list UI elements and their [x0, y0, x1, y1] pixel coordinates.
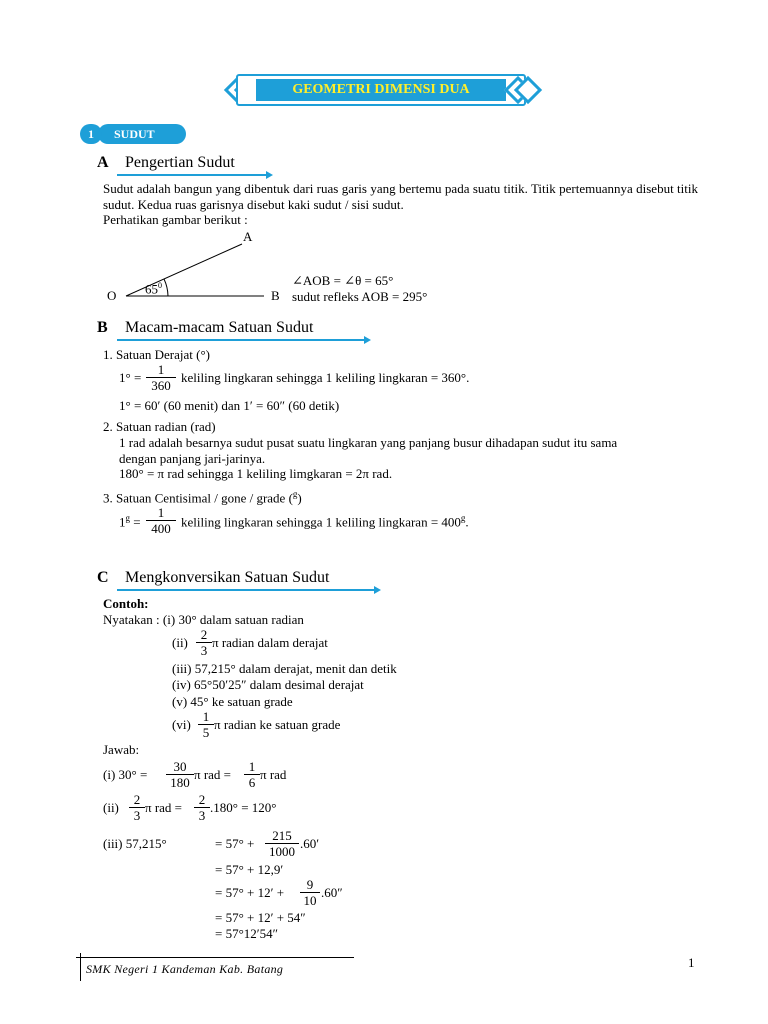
answer-iii-line1-a: = 57° +: [215, 836, 255, 851]
subsection-c-letter: C: [97, 569, 109, 586]
denominator: 5: [202, 725, 210, 740]
page-title: GEOMETRI DIMENSI DUA: [256, 79, 506, 101]
answer-i-label: (i) 30° =: [103, 767, 148, 782]
unit-degree-title: 1. Satuan Derajat (°): [103, 347, 210, 362]
paragraph-instruction: Perhatikan gambar berikut :: [103, 212, 248, 227]
answer-ii-label: (ii): [103, 800, 119, 815]
example-item-vi-label: (vi): [172, 717, 191, 732]
answer-iii-label: (iii) 57,215°: [103, 836, 167, 851]
angle-value: 65: [145, 281, 158, 297]
denominator: 400: [151, 521, 171, 536]
answer-iii-line1-b: .60′: [300, 836, 320, 851]
example-item-ii-text: π radian dalam derajat: [212, 635, 328, 650]
grade-eq-rhs-end: .: [465, 514, 469, 530]
fraction-2-3-a: [129, 792, 145, 823]
subsection-a-letter: A: [97, 154, 109, 171]
numerator: 215: [265, 828, 299, 844]
numerator: 1: [198, 709, 214, 725]
degree-eq-rhs: keliling lingkaran sehingga 1 keliling lingkaran = 360°.: [181, 370, 470, 385]
fraction-9-10: [300, 877, 320, 908]
fraction-2-3: [196, 627, 212, 658]
fraction-215-1000: [265, 828, 299, 859]
grade-eq-lhs: [119, 513, 141, 530]
footer-school: SMK Negeri 1 Kandeman Kab. Batang: [86, 962, 284, 976]
radian-equation: 180° = π rad sehingga 1 keliling limgkaran = 2π rad.: [119, 466, 393, 481]
grade-eq-rhs: [181, 513, 469, 530]
answer-iii-line2: = 57° + 12,9′: [215, 862, 284, 877]
grade-lhs-sup: g: [125, 513, 130, 523]
example-item-iv: (iv) 65°50′25″ dalam desimal derajat: [172, 677, 364, 692]
degree-eq-lhs: 1° =: [119, 370, 142, 385]
example-item-vi-text: π radian ke satuan grade: [214, 717, 341, 732]
ray-oa: [126, 244, 242, 296]
fraction-1-5: [198, 709, 214, 740]
numerator: 1: [146, 362, 176, 378]
denominator: 3: [133, 808, 141, 823]
subsection-a-title: Pengertian Sudut: [125, 154, 235, 171]
radian-definition-2: dengan panjang jari-jarinya.: [119, 451, 266, 466]
fraction-1-360: [146, 362, 176, 393]
numerator: 2: [194, 792, 210, 808]
answer-i-end: π rad: [260, 767, 287, 782]
footer-rule: [76, 957, 354, 958]
angle-equation: ∠AOB = ∠θ = 65°: [292, 273, 394, 288]
numerator: 1: [146, 505, 176, 521]
fraction-30-180: [166, 759, 194, 790]
footer-vertical-rule: [80, 953, 81, 981]
unit-grade-title: [103, 489, 302, 506]
fraction-1-400: [146, 505, 176, 536]
section-label: SUDUT: [98, 124, 186, 144]
subsection-b-letter: B: [97, 319, 108, 336]
denominator: 3: [198, 808, 206, 823]
radian-definition-1: 1 rad adalah besarnya sudut pusat suatu lingkaran yang panjang busur dihadapan sudut itu sama: [119, 435, 618, 450]
fraction-2-3-b: [194, 792, 210, 823]
fraction-1-6: [244, 759, 260, 790]
angle-value-label: [145, 281, 162, 297]
denominator: 360: [151, 378, 171, 393]
subsection-b-title: Macam-macam Satuan Sudut: [125, 319, 314, 336]
grade-sup: g: [292, 489, 298, 499]
page-number: 1: [688, 955, 695, 970]
example-item-iii: (iii) 57,215° dalam derajat, menit dan detik: [172, 661, 397, 676]
subsection-b-underline: [117, 339, 365, 341]
answer-i-mid: π rad =: [194, 767, 231, 782]
denominator: 1000: [269, 844, 295, 859]
grade-rhs-sup: g: [460, 513, 466, 523]
section-number: 1: [80, 124, 102, 144]
point-b-label: B: [271, 288, 280, 303]
point-o-label: O: [107, 288, 117, 303]
example-heading: Contoh:: [103, 596, 149, 611]
answer-iii-line3-b: .60″: [321, 885, 343, 900]
point-a-label: A: [243, 229, 253, 244]
example-item-i: Nyatakan : (i) 30° dalam satuan radian: [103, 612, 304, 627]
numerator: 9: [300, 877, 320, 893]
denominator: 3: [200, 643, 208, 658]
denominator: 180: [170, 775, 190, 790]
grade-eq-rhs-text: keliling lingkaran sehingga 1 keliling lingkaran = 400: [181, 514, 461, 530]
answer-iii-line4: = 57° + 12′ + 54″: [215, 910, 306, 925]
example-item-v: (v) 45° ke satuan grade: [172, 694, 293, 709]
subsection-c-underline: [117, 589, 375, 591]
denominator: 10: [303, 893, 317, 908]
answer-ii-end: .180° = 120°: [210, 800, 277, 815]
subsection-c-title: Mengkonversikan Satuan Sudut: [125, 569, 330, 586]
unit-radian-title: 2. Satuan radian (rad): [103, 419, 216, 434]
numerator: 2: [196, 627, 212, 643]
answer-iii-line3-a: = 57° + 12′ +: [215, 885, 285, 900]
numerator: 1: [244, 759, 260, 775]
numerator: 2: [129, 792, 145, 808]
answer-ii-mid: π rad =: [145, 800, 182, 815]
grade-one: 1: [119, 514, 126, 530]
answer-heading: Jawab:: [103, 742, 140, 757]
answer-iii-line5: = 57°12′54″: [215, 926, 279, 941]
unit-grade-title-end: ): [297, 490, 302, 506]
angle-arc: [164, 279, 168, 296]
numerator: 30: [166, 759, 194, 775]
degree-minute-second: 1° = 60′ (60 menit) dan 1′ = 60″ (60 detik): [119, 398, 340, 413]
grade-eq-sign: =: [130, 514, 141, 530]
reflex-angle-text: sudut refleks AOB = 295°: [292, 289, 428, 304]
unit-grade-title-text: 3. Satuan Centisimal / gone / grade (: [103, 490, 293, 506]
angle-degree-sup: 0: [158, 281, 162, 290]
paragraph-definition: Sudut adalah bangun yang dibentuk dari ruas garis yang bertemu pada suatu titik. Titik pertemuannya disebut titik sudut. Kedua ruas garisnya disebut kaki sudut / sisi sudut.: [103, 181, 698, 212]
example-item-ii-label: (ii): [172, 635, 188, 650]
denominator: 6: [248, 775, 256, 790]
